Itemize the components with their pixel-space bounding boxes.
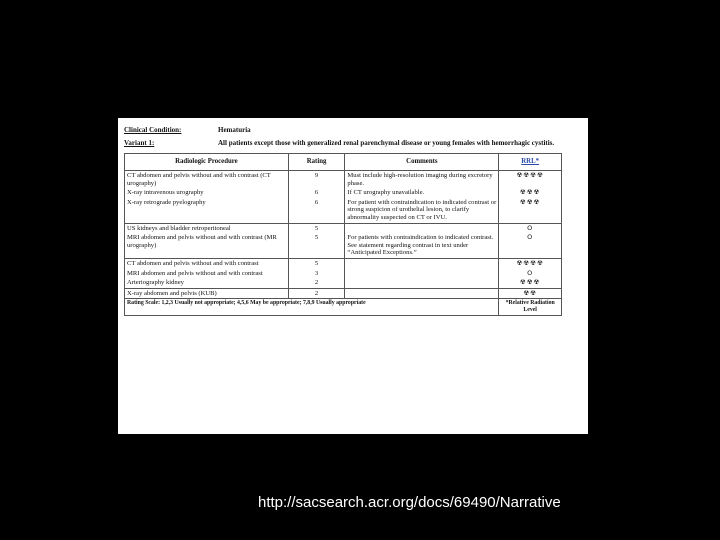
rating-cell: 6 [288, 198, 345, 223]
procedure-cell: X-ray retrograde pyelography [125, 198, 289, 223]
comments-cell [345, 278, 499, 288]
rating-cell: 2 [288, 288, 345, 299]
comments-cell: Must include high-resolution imaging during excretory phase. [345, 171, 499, 189]
table-row [125, 258, 562, 268]
procedure-cell: CT abdomen and pelvis without and with contrast (CT urography) [125, 171, 289, 189]
table-row [125, 269, 562, 279]
table-row [125, 223, 562, 233]
table-row [125, 171, 562, 189]
procedure-cell: Arteriography kidney [125, 278, 289, 288]
procedure-cell: X-ray abdomen and pelvis (KUB) [125, 288, 289, 299]
rrl-cell: O [499, 269, 562, 279]
rrl-cell: ☢☢☢ [499, 278, 562, 288]
variant-label: Variant 1: [124, 138, 155, 147]
header-rrl-link[interactable]: RRL* [499, 154, 562, 171]
table-row [125, 288, 562, 299]
rrl-cell: ☢☢ [499, 288, 562, 299]
rating-scale-note: Rating Scale: 1,2,3 Usually not appropriate; 4,5,6 May be appropriate; 7,8,9 Usually appropriate [125, 299, 499, 315]
rrl-cell: ☢☢☢☢ [499, 258, 562, 268]
rating-cell: 5 [288, 258, 345, 268]
comments-cell: For patient with contraindication to indicated contrast or strong suspicion of urothelial lesion, to clarify abnormality suspected on CT or IVU. [345, 198, 499, 223]
procedure-cell: CT abdomen and pelvis without and with contrast [125, 258, 289, 268]
comments-cell [345, 288, 499, 299]
variant-line [124, 139, 582, 148]
clinical-condition-value: Hematuria [218, 126, 251, 134]
variant-value: All patients except those with generalized renal parenchymal disease or young females with hemorrhagic cystitis. [218, 138, 555, 147]
rating-cell: 6 [288, 188, 345, 198]
comments-cell [345, 223, 499, 233]
source-url: http://sacsearch.acr.org/docs/69490/Narrative [258, 494, 561, 511]
rating-cell: 9 [288, 171, 345, 189]
rrl-cell: ☢☢☢ [499, 198, 562, 223]
comments-cell: For patients with contraindication to indicated contrast. See statement regarding contrast in text under “Anticipated Exceptions.” [345, 233, 499, 258]
clinical-condition-label: Clinical Condition: [124, 126, 182, 134]
guideline-document [118, 118, 588, 434]
relative-radiation-level-note: *Relative Radiation Level [499, 299, 562, 315]
comments-cell [345, 269, 499, 279]
header-rating: Rating [288, 154, 345, 171]
header-procedure: Radiologic Procedure [125, 154, 289, 171]
table-row [125, 198, 562, 223]
table-row [125, 188, 562, 198]
rating-cell: 3 [288, 269, 345, 279]
header-comments: Comments [345, 154, 499, 171]
table-row [125, 278, 562, 288]
rrl-cell: ☢☢☢ [499, 188, 562, 198]
rrl-cell: ☢☢☢☢ [499, 171, 562, 189]
procedure-cell: MRI abdomen and pelvis without and with contrast (MR urography) [125, 233, 289, 258]
table-header-row [125, 154, 562, 171]
rrl-cell: O [499, 233, 562, 258]
procedure-cell: X-ray intravenous urography [125, 188, 289, 198]
procedure-cell: MRI abdomen and pelvis without and with contrast [125, 269, 289, 279]
rating-cell: 5 [288, 233, 345, 258]
table-footer-row [125, 299, 562, 315]
clinical-condition-line [124, 126, 582, 135]
table-row [125, 233, 562, 258]
rrl-cell: O [499, 223, 562, 233]
comments-cell [345, 258, 499, 268]
rating-cell: 5 [288, 223, 345, 233]
procedure-cell: US kidneys and bladder retroperitoneal [125, 223, 289, 233]
rating-cell: 2 [288, 278, 345, 288]
comments-cell: If CT urography unavailable. [345, 188, 499, 198]
appropriateness-table [124, 153, 562, 316]
